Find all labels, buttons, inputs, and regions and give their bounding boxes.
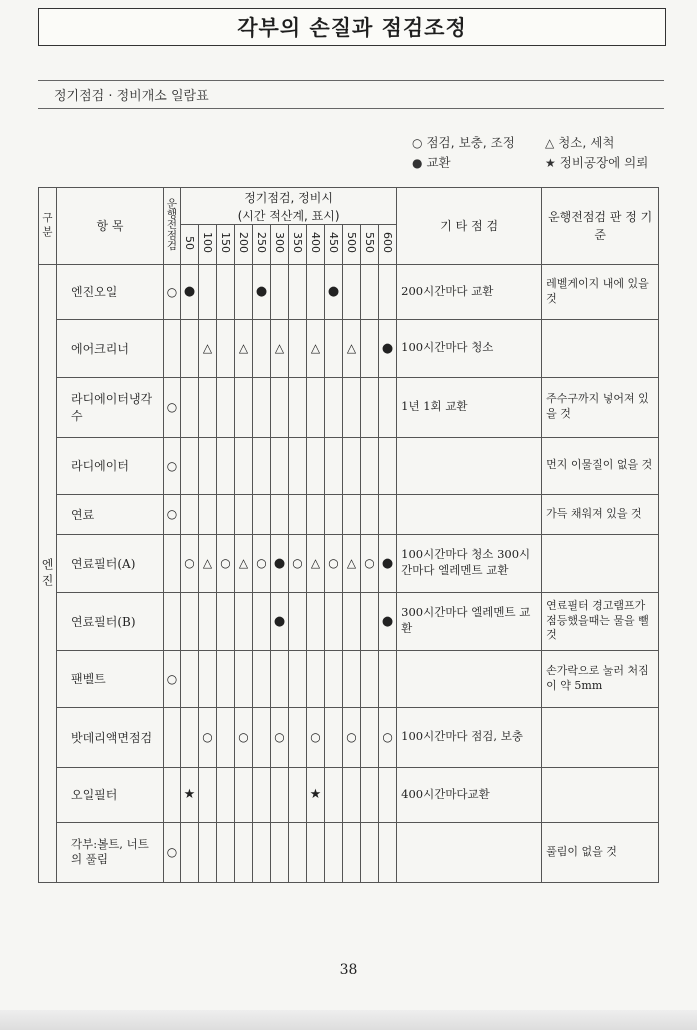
- interval-mark-450: [325, 822, 343, 882]
- filled-circle-icon: ●: [412, 156, 423, 170]
- interval-mark-500: △: [343, 534, 361, 592]
- interval-mark-350: [289, 707, 307, 767]
- interval-mark-150: [217, 650, 235, 707]
- criteria-cell: 먼지 이물질이 없을 것: [542, 437, 659, 494]
- item-cell: 밧데리액면점검: [57, 707, 164, 767]
- interval-mark-200: [235, 264, 253, 319]
- item-cell: 에어크리너: [57, 319, 164, 377]
- interval-mark-400: △: [307, 534, 325, 592]
- interval-mark-300: ○: [271, 707, 289, 767]
- interval-mark-400: △: [307, 319, 325, 377]
- interval-header-50: 50: [181, 224, 199, 264]
- pre-check-cell: [164, 592, 181, 650]
- criteria-cell: [542, 707, 659, 767]
- interval-mark-50: [181, 319, 199, 377]
- item-cell: 오일필터: [57, 767, 164, 822]
- interval-mark-500: [343, 264, 361, 319]
- other-check-cell: [397, 650, 542, 707]
- scan-edge: [0, 1010, 697, 1030]
- interval-mark-250: [253, 494, 271, 534]
- interval-mark-150: [217, 437, 235, 494]
- item-cell: 연료필터(B): [57, 592, 164, 650]
- interval-mark-200: [235, 822, 253, 882]
- interval-mark-200: [235, 437, 253, 494]
- other-check-cell: 1년 1회 교환: [397, 377, 542, 437]
- interval-mark-600: [379, 650, 397, 707]
- interval-header-350: 350: [289, 224, 307, 264]
- interval-mark-350: [289, 319, 307, 377]
- interval-mark-350: [289, 650, 307, 707]
- interval-header-250: 250: [253, 224, 271, 264]
- item-cell: 라디에이터: [57, 437, 164, 494]
- other-check-cell: 100시간마다 점검, 보충: [397, 707, 542, 767]
- interval-mark-550: [361, 592, 379, 650]
- interval-header-450: 450: [325, 224, 343, 264]
- criteria-cell: 연료필터 경고램프가 점등했을때는 물을 뺄 것: [542, 592, 659, 650]
- other-check-cell: 100시간마다 청소: [397, 319, 542, 377]
- circle-icon: ○: [412, 136, 423, 150]
- interval-mark-500: [343, 494, 361, 534]
- interval-mark-450: [325, 377, 343, 437]
- interval-mark-600: [379, 437, 397, 494]
- interval-mark-300: [271, 494, 289, 534]
- interval-mark-350: [289, 437, 307, 494]
- interval-mark-500: [343, 592, 361, 650]
- pre-check-cell: [164, 767, 181, 822]
- interval-mark-50: [181, 437, 199, 494]
- legend-inspect: [412, 133, 515, 151]
- interval-mark-50: [181, 494, 199, 534]
- interval-mark-350: [289, 767, 307, 822]
- interval-mark-200: △: [235, 534, 253, 592]
- table-row: [39, 494, 659, 534]
- item-cell: 연료필터(A): [57, 534, 164, 592]
- interval-mark-300: [271, 650, 289, 707]
- interval-mark-500: [343, 767, 361, 822]
- legend-workshop: [545, 153, 648, 171]
- interval-mark-100: ○: [199, 707, 217, 767]
- interval-header-200: 200: [235, 224, 253, 264]
- interval-mark-500: △: [343, 319, 361, 377]
- interval-mark-450: [325, 650, 343, 707]
- interval-mark-450: [325, 319, 343, 377]
- criteria-cell: 주수구까지 넣어져 있을 것: [542, 377, 659, 437]
- interval-mark-300: [271, 437, 289, 494]
- interval-mark-100: [199, 494, 217, 534]
- interval-mark-300: [271, 264, 289, 319]
- other-check-cell: 100시간마다 청소 300시간마다 엘레멘트 교환: [397, 534, 542, 592]
- pre-check-cell: ○: [164, 822, 181, 882]
- interval-mark-500: [343, 437, 361, 494]
- interval-header-400: 400: [307, 224, 325, 264]
- legend-clean: [545, 133, 614, 151]
- divider: [38, 108, 664, 109]
- category-cell: 엔 진: [39, 264, 57, 882]
- col-other-header: 기 타 점 검: [397, 188, 542, 265]
- interval-mark-100: [199, 437, 217, 494]
- interval-mark-350: [289, 494, 307, 534]
- item-cell: 라디에이터냉각수: [57, 377, 164, 437]
- col-criteria-header: 운행전점검 판 정 기 준: [542, 188, 659, 265]
- interval-header-300: 300: [271, 224, 289, 264]
- interval-mark-350: ○: [289, 534, 307, 592]
- interval-mark-250: [253, 377, 271, 437]
- interval-mark-450: [325, 437, 343, 494]
- interval-mark-400: [307, 264, 325, 319]
- interval-mark-550: [361, 707, 379, 767]
- interval-mark-200: [235, 767, 253, 822]
- interval-mark-400: [307, 822, 325, 882]
- interval-mark-150: [217, 377, 235, 437]
- interval-mark-100: △: [199, 534, 217, 592]
- interval-mark-300: [271, 767, 289, 822]
- criteria-cell: 손가락으로 눌러 처짐이 약 5mm: [542, 650, 659, 707]
- interval-mark-600: [379, 822, 397, 882]
- legend-label: 청소, 세척: [558, 135, 615, 150]
- pre-check-cell: [164, 534, 181, 592]
- interval-mark-100: [199, 650, 217, 707]
- interval-mark-550: [361, 264, 379, 319]
- table-row: [39, 822, 659, 882]
- pre-check-cell: [164, 319, 181, 377]
- col-pre-header: 운행전점검: [164, 188, 181, 265]
- interval-mark-50: [181, 707, 199, 767]
- item-cell: 팬벨트: [57, 650, 164, 707]
- pre-check-cell: ○: [164, 437, 181, 494]
- interval-mark-600: ○: [379, 707, 397, 767]
- interval-mark-300: [271, 822, 289, 882]
- interval-mark-200: [235, 377, 253, 437]
- legend-label: 점검, 보충, 조정: [426, 135, 515, 150]
- interval-mark-550: [361, 377, 379, 437]
- interval-mark-150: ○: [217, 534, 235, 592]
- interval-mark-450: [325, 592, 343, 650]
- legend-replace: [412, 153, 451, 171]
- interval-mark-150: [217, 822, 235, 882]
- other-check-cell: 400시간마다교환: [397, 767, 542, 822]
- criteria-cell: [542, 534, 659, 592]
- interval-mark-250: [253, 822, 271, 882]
- interval-mark-550: [361, 767, 379, 822]
- interval-mark-400: ○: [307, 707, 325, 767]
- interval-mark-150: [217, 592, 235, 650]
- interval-mark-300: ●: [271, 534, 289, 592]
- interval-mark-450: ○: [325, 534, 343, 592]
- interval-mark-150: [217, 767, 235, 822]
- page-title-box: [38, 8, 666, 46]
- other-check-cell: [397, 494, 542, 534]
- pre-check-cell: ○: [164, 494, 181, 534]
- table-row: [39, 650, 659, 707]
- interval-mark-50: ○: [181, 534, 199, 592]
- interval-mark-200: ○: [235, 707, 253, 767]
- interval-mark-300: ●: [271, 592, 289, 650]
- table-row: [39, 264, 659, 319]
- table-row: [39, 592, 659, 650]
- interval-mark-550: [361, 437, 379, 494]
- interval-mark-600: ●: [379, 592, 397, 650]
- interval-mark-100: [199, 592, 217, 650]
- pre-check-cell: ○: [164, 650, 181, 707]
- star-icon: ★: [545, 156, 556, 170]
- col-item-header: 항 목: [57, 188, 164, 265]
- interval-mark-400: [307, 592, 325, 650]
- page-number: 38: [339, 962, 358, 978]
- interval-mark-600: [379, 377, 397, 437]
- other-check-cell: [397, 822, 542, 882]
- interval-mark-250: ○: [253, 534, 271, 592]
- interval-mark-150: [217, 319, 235, 377]
- interval-mark-400: [307, 377, 325, 437]
- interval-mark-550: [361, 650, 379, 707]
- interval-mark-400: [307, 437, 325, 494]
- interval-mark-300: [271, 377, 289, 437]
- interval-mark-100: [199, 822, 217, 882]
- item-cell: 연료: [57, 494, 164, 534]
- other-check-cell: 300시간마다 엘레멘트 교환: [397, 592, 542, 650]
- section-title: 정기점검 · 정비개소 일람표: [54, 89, 209, 104]
- col-period-subheader: (시간 적산계, 표시): [181, 207, 397, 225]
- interval-mark-600: ●: [379, 534, 397, 592]
- other-check-cell: 200시간마다 교환: [397, 264, 542, 319]
- interval-header-100: 100: [199, 224, 217, 264]
- divider: [38, 80, 664, 81]
- other-check-cell: [397, 437, 542, 494]
- interval-mark-50: [181, 592, 199, 650]
- table-row: [39, 437, 659, 494]
- interval-mark-550: ○: [361, 534, 379, 592]
- legend-label: 정비공장에 의뢰: [559, 155, 649, 170]
- interval-mark-350: [289, 822, 307, 882]
- table-row: [39, 534, 659, 592]
- pre-check-cell: ○: [164, 377, 181, 437]
- interval-mark-200: [235, 650, 253, 707]
- interval-mark-250: [253, 319, 271, 377]
- interval-mark-550: [361, 319, 379, 377]
- interval-mark-600: [379, 264, 397, 319]
- interval-mark-500: [343, 822, 361, 882]
- interval-mark-250: [253, 707, 271, 767]
- interval-header-500: 500: [343, 224, 361, 264]
- pre-check-cell: [164, 707, 181, 767]
- legend-label: 교환: [426, 155, 451, 170]
- interval-mark-50: ★: [181, 767, 199, 822]
- interval-mark-250: [253, 592, 271, 650]
- interval-mark-150: [217, 707, 235, 767]
- interval-mark-450: [325, 494, 343, 534]
- maintenance-table: [38, 187, 659, 883]
- interval-mark-400: [307, 494, 325, 534]
- interval-mark-400: ★: [307, 767, 325, 822]
- interval-mark-50: [181, 650, 199, 707]
- triangle-icon: △: [545, 136, 555, 150]
- item-cell: 엔진오일: [57, 264, 164, 319]
- interval-mark-200: [235, 494, 253, 534]
- interval-mark-450: [325, 767, 343, 822]
- item-cell: 각부:볼트, 너트 의 풀림: [57, 822, 164, 882]
- interval-header-550: 550: [361, 224, 379, 264]
- interval-mark-350: [289, 592, 307, 650]
- interval-mark-50: [181, 377, 199, 437]
- criteria-cell: 풀림이 없을 것: [542, 822, 659, 882]
- criteria-cell: [542, 319, 659, 377]
- interval-mark-500: [343, 377, 361, 437]
- page-title: 각부의 손질과 점검조정: [237, 16, 467, 40]
- interval-mark-200: [235, 592, 253, 650]
- pre-check-cell: ○: [164, 264, 181, 319]
- interval-mark-100: [199, 264, 217, 319]
- interval-header-150: 150: [217, 224, 235, 264]
- interval-mark-450: [325, 707, 343, 767]
- col-category-header: 구 분: [39, 188, 57, 265]
- interval-mark-450: ●: [325, 264, 343, 319]
- criteria-cell: 가득 채워져 있을 것: [542, 494, 659, 534]
- interval-mark-500: ○: [343, 707, 361, 767]
- table-row: [39, 377, 659, 437]
- interval-header-600: 600: [379, 224, 397, 264]
- interval-mark-500: [343, 650, 361, 707]
- interval-mark-600: ●: [379, 319, 397, 377]
- interval-mark-550: [361, 494, 379, 534]
- table-row: [39, 767, 659, 822]
- interval-mark-250: [253, 437, 271, 494]
- interval-mark-100: △: [199, 319, 217, 377]
- interval-mark-50: [181, 822, 199, 882]
- interval-mark-400: [307, 650, 325, 707]
- interval-mark-250: ●: [253, 264, 271, 319]
- interval-mark-300: △: [271, 319, 289, 377]
- interval-mark-100: [199, 377, 217, 437]
- criteria-cell: 레벨게이지 내에 있을 것: [542, 264, 659, 319]
- interval-mark-600: [379, 767, 397, 822]
- interval-mark-550: [361, 822, 379, 882]
- table-row: [39, 707, 659, 767]
- interval-mark-100: [199, 767, 217, 822]
- interval-mark-150: [217, 494, 235, 534]
- col-period-header: 정기점검, 정비시: [181, 188, 397, 207]
- interval-mark-350: [289, 377, 307, 437]
- interval-mark-250: [253, 650, 271, 707]
- interval-mark-600: [379, 494, 397, 534]
- table-row: [39, 319, 659, 377]
- interval-mark-50: ●: [181, 264, 199, 319]
- interval-mark-150: [217, 264, 235, 319]
- interval-mark-200: △: [235, 319, 253, 377]
- criteria-cell: [542, 767, 659, 822]
- interval-mark-250: [253, 767, 271, 822]
- interval-mark-350: [289, 264, 307, 319]
